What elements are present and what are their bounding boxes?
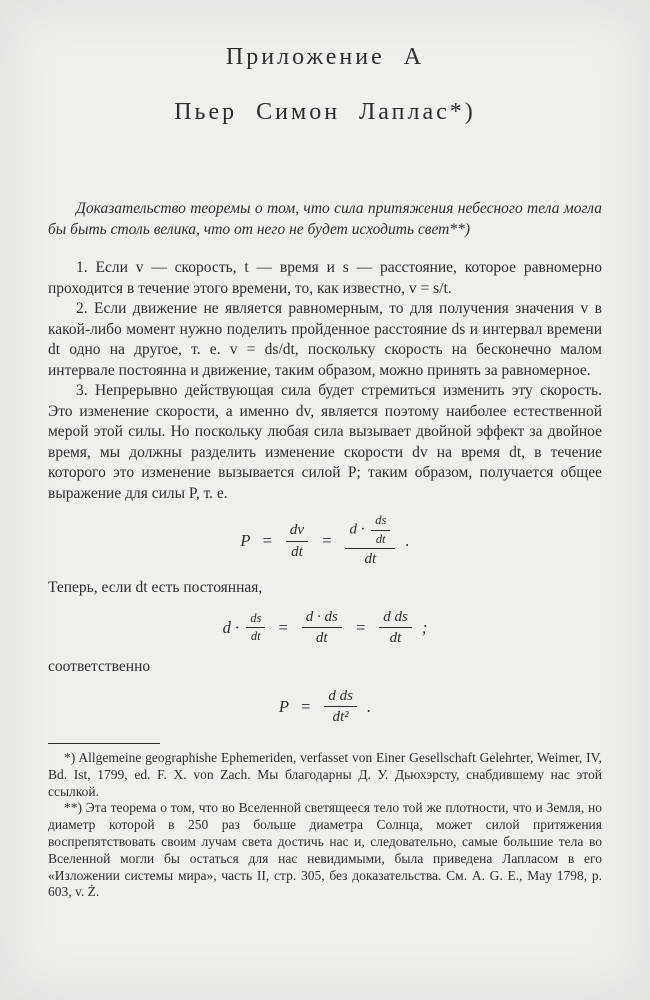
paragraph-2: 2. Если движение не является равномерным, то для получения значения v в какой-либо момент нужно поделить пройденное расстояние ds и интервал времени dt одно на другое, т. е. v = ds/dt, поскольку скорость на бесконечно малом интервале постоянна и движение, таким образом, можно принять за равномерное. (48, 300, 602, 379)
formula-constant-dt (48, 608, 602, 649)
fraction-ds-dt: $\frac{ds}{dt}$ (246, 611, 265, 645)
fraction-nested: d · $\frac{ds}{dt}$ dt (345, 513, 395, 569)
footnote-2: **) Эта теорема о том, что во Вселенной светящееся тело той же плотности, что и Земля, но диаметр которой в 250 раз больше диаметра Солнца, может силой притяжения воспрепятствовать своим лучам света достичь нас и, следовательно, самые большие тела во Вселенной могли бы остаться для нас невидимыми, была приведена Лапласом в его «Изложении системы мира», часть II, стр. 305, без доказательства. См. A. G. E., May 1798, p. 603, v. Ż. (48, 800, 602, 900)
accordingly-line: соответственно (48, 658, 151, 675)
footnote-1: *) Allgemeine geographishe Ephemeriden, verfasset von Einer Gesellschaft Gelehrter, Weimer, IV, Bd. Ist, 1799, ed. F. X. von Zach. Мы благодарны Д. У. Дьюхэрсту, снабдившему нас этой ссылкой. (48, 750, 602, 799)
fraction-dds-dt-2: $\frac{\text{d ds}}{dt}$ (379, 608, 412, 649)
transition-line: Теперь, если dt есть постоянная, (48, 579, 263, 596)
equals-sign: = (354, 617, 367, 637)
formula1-period: . (405, 531, 410, 550)
equals-sign: = (277, 617, 289, 637)
fraction-dv-dt: $\frac{dv}{dt}$ (286, 521, 308, 562)
inner-fraction-ds-dt: $\frac{ds}{dt}$ (371, 513, 390, 547)
page-title: Приложение А (225, 44, 425, 70)
equals-sign: = (261, 531, 273, 550)
footnote-separator (48, 743, 160, 744)
theorem-statement: Доказательство теоремы о том, что сила притяжения небесного тела могла бы быть столь велика, что от него не будет исходить свет**) (48, 200, 602, 238)
formula3-lhs: P (278, 696, 289, 716)
fraction-dds-dt: $\frac{d \cdot ds}{dt}$ (302, 608, 342, 649)
paragraph-1: 1. Если v — скорость, t — время и s — расстояние, которое равномерно проходится в течение этого времени, то, как известно, v = s/t. (48, 259, 602, 297)
differential-prefix: d · (222, 617, 240, 637)
fraction-dds-dt2: $\frac{\text{d ds}}{\text{dt²}}$ (324, 687, 357, 728)
formula-force-general (48, 513, 602, 569)
paragraph-3: 3. Непрерывно действующая сила будет стремиться изменить эту скорость. Это изменение скорости, а именно dv, является поэтому наиболее естественной мерой этой силы. Но поскольку любая сила вызывает двойной эффект за двойное время, мы должны разделить изменение скорости dv на время dt, в течение которого это изменение вызывается силой P; таким образом, получается общее выражение для силы P, т. е. (48, 382, 602, 502)
equals-sign: = (321, 531, 333, 550)
page-subtitle: Пьер Симон Лаплас*) (174, 99, 476, 125)
formula2-semicolon: ; (421, 617, 428, 637)
formula1-lhs: P (240, 531, 251, 550)
differential-prefix: d · (349, 521, 365, 538)
formula-force-final (48, 687, 602, 728)
formula3-period: . (367, 696, 372, 716)
equals-sign: = (300, 696, 312, 716)
